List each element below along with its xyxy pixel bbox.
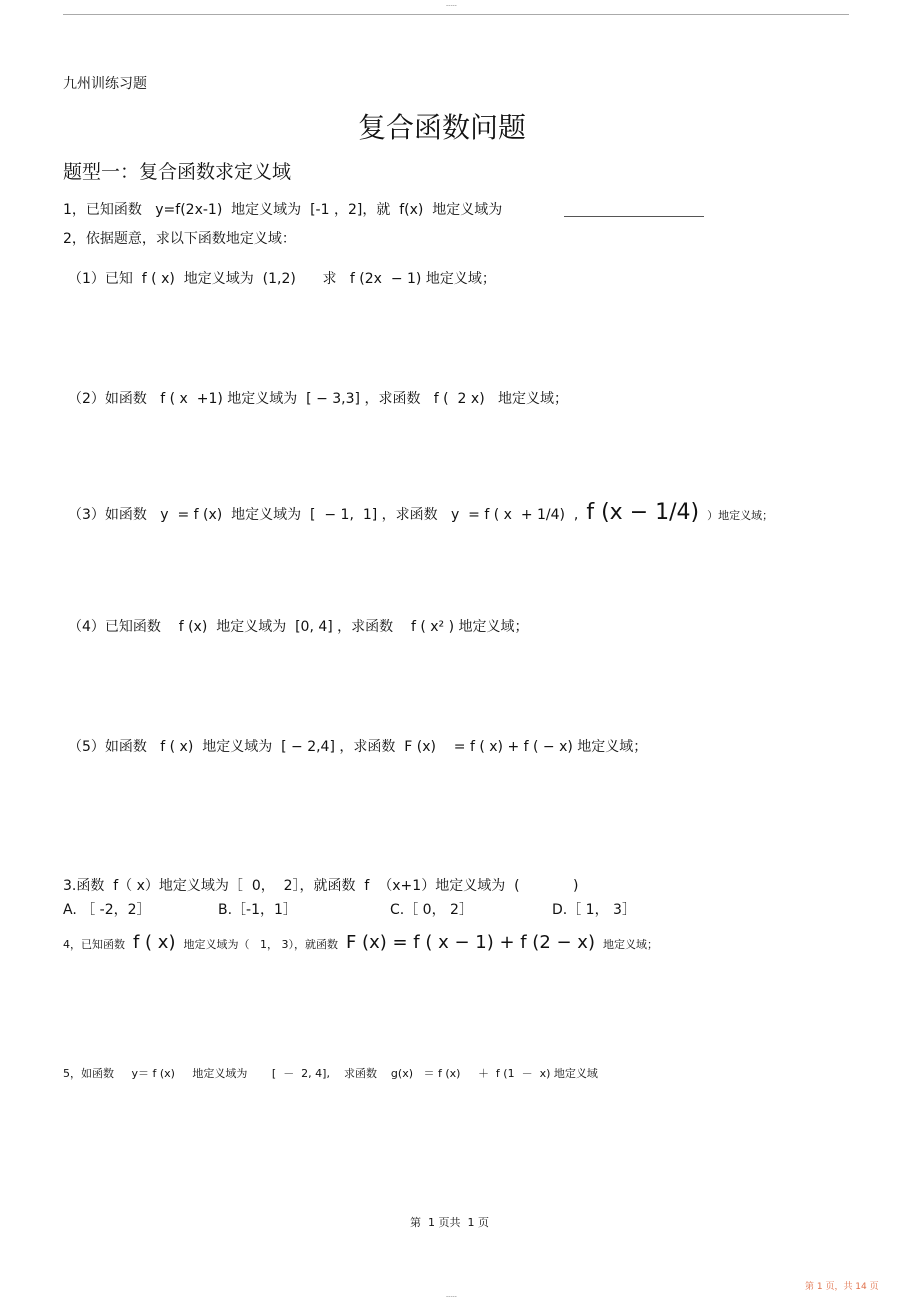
- top-mark: -----: [446, 2, 457, 9]
- question-4-f: f ( x): [133, 932, 176, 953]
- option-d: D.［ 1， 3］: [552, 902, 636, 918]
- page-number: 第 1 页，共 14 页: [805, 1282, 879, 1292]
- part-3-row: [68, 500, 773, 525]
- part-3: （3）如函数 y = f (x) 地定义域为 [ − 1, 1] ，求函数 y = f ( x + 1/4) ,: [68, 507, 579, 523]
- option-b: B.［-1，1］: [218, 902, 297, 918]
- part-2: （2）如函数 f ( x +1) 地定义域为 [ − 3,3] ，求函数 f ( 2 x) 地定义域；: [68, 391, 568, 407]
- answer-blank: [564, 216, 704, 217]
- question-1: 1，已知函数 y=f(2x-1) 地定义域为 [-1 ，2]，就 f(x) 地定义域为: [63, 202, 503, 218]
- bottom-mark: -----: [446, 1293, 457, 1300]
- header-title: 九州训练习题: [63, 76, 147, 92]
- question-4-F: F (x) = f ( x − 1) + f (2 − x): [345, 932, 595, 953]
- question-5: 5，如函数 y＝ f (x) 地定义域为 [ － 2, 4], 求函数 g(x) ＝ f (x) ＋ f (1 － x) 地定义域: [63, 1067, 598, 1080]
- section-heading: 题型一：复合函数求定义域: [63, 161, 292, 183]
- part-5: （5）如函数 f ( x) 地定义域为 [ − 2,4] ，求函数 F (x) = f ( x) + f ( − x) 地定义域；: [68, 739, 648, 755]
- option-a: A. ［ -2，2］: [63, 902, 151, 918]
- part-1: （1）已知 f ( x) 地定义域为 (1,2) 求 f (2x − 1) 地定义域；: [68, 271, 496, 287]
- footer: 第 1 页共 1 页: [410, 1216, 489, 1229]
- question-4-b: 地定义域为（ 1， 3），就函数: [183, 938, 338, 951]
- part-3-end: ）地定义域；: [707, 509, 774, 522]
- question-4-c: 地定义域；: [602, 938, 658, 951]
- header-rule: [63, 14, 849, 15]
- option-c: C.［ 0， 2］: [390, 902, 473, 918]
- question-4-row: [63, 932, 658, 953]
- question-3: 3.函数 f（ x）地定义域为［ 0， 2］，就函数 f （x+1）地定义域为 ( ): [63, 878, 579, 894]
- question-4-a: 4，已知函数: [63, 938, 125, 951]
- question-2: 2，依据题意，求以下函数地定义域：: [63, 231, 296, 247]
- page-title: 复合函数问题: [358, 111, 527, 144]
- part-4: （4）已知函数 f (x) 地定义域为 [0, 4] ，求函数 f ( x² ) 地定义域；: [68, 619, 529, 635]
- part-3-expr: f (x − 1/4): [586, 500, 700, 525]
